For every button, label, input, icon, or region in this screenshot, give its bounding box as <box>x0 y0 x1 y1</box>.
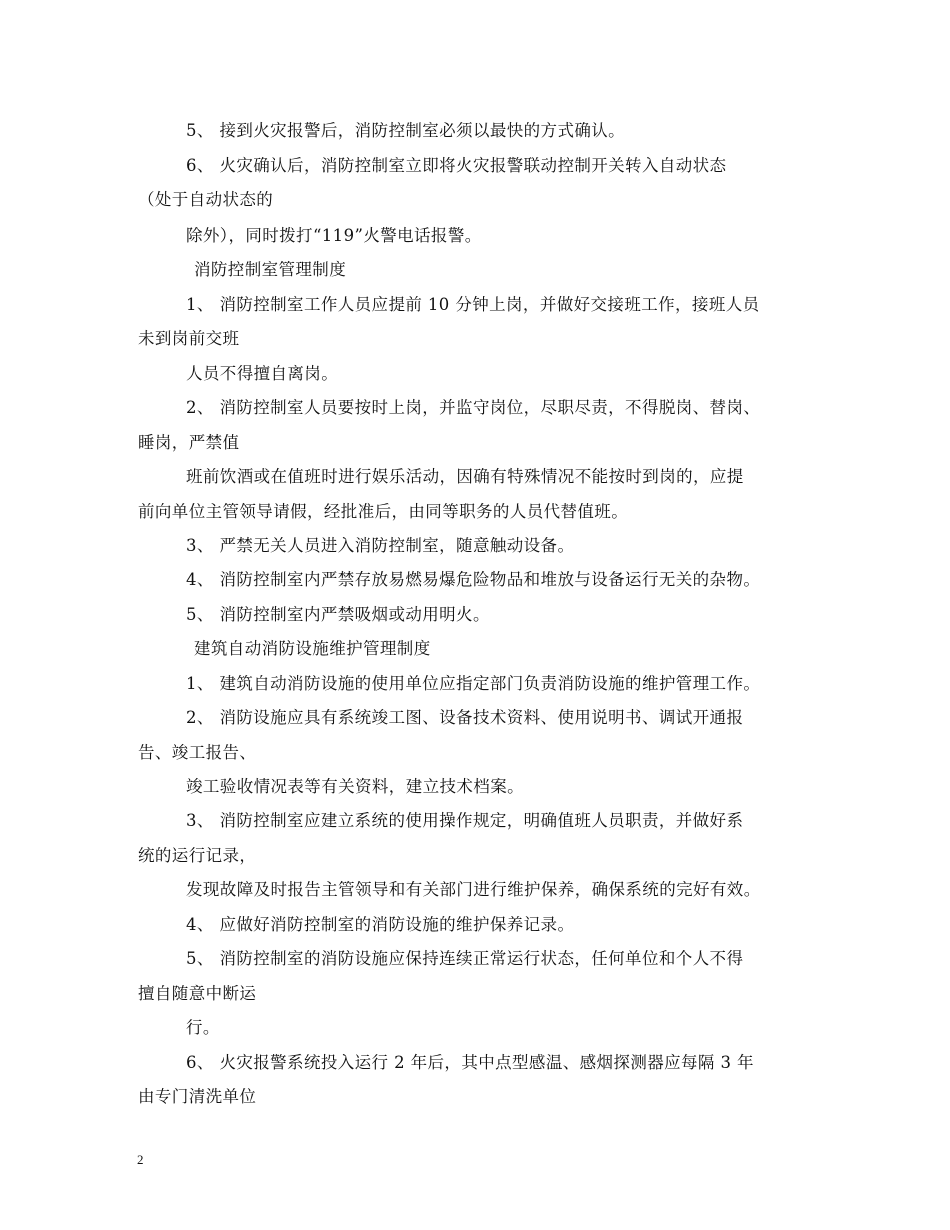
text-line: 6、 火灾确认后，消防控制室立即将火灾报警联动控制开关转入自动状态 <box>186 156 727 175</box>
text-line: 1、 建筑自动消防设施的使用单位应指定部门负责消防设施的维护管理工作。 <box>186 674 761 693</box>
text-line: 班前饮酒或在值班时进行娱乐活动，因确有特殊情况不能按时到岗的，应提 <box>186 467 744 486</box>
text-line: 2、 消防控制室人员要按时上岗，并监守岗位，尽职尽责，不得脱岗、替岗、 <box>186 398 761 417</box>
text-line: 5、 接到火灾报警后，消防控制室必须以最快的方式确认。 <box>186 121 626 140</box>
text-line: 除外），同时拨打“119”火警电话报警。 <box>186 226 482 245</box>
text-line: 睡岗，严禁值 <box>138 433 240 452</box>
section-heading: 建筑自动消防设施维护管理制度 <box>194 639 431 658</box>
text-line: （处于自动状态的 <box>138 190 274 209</box>
text-line: 由专门清洗单位 <box>138 1087 257 1106</box>
text-line: 告、竣工报告、 <box>138 743 257 762</box>
text-line: 1、 消防控制室工作人员应提前 10 分钟上岗，并做好交接班工作，接班人员 <box>186 295 760 314</box>
text-line: 4、 应做好消防控制室的消防设施的维护保养记录。 <box>186 915 575 934</box>
text-line: 未到岗前交班 <box>138 329 240 348</box>
section-heading: 消防控制室管理制度 <box>194 260 347 279</box>
text-line: 竣工验收情况表等有关资料，建立技术档案。 <box>186 777 524 796</box>
text-line: 6、 火灾报警系统投入运行 2 年后，其中点型感温、感烟探测器应每隔 3 年 <box>186 1053 754 1072</box>
text-line: 5、 消防控制室的消防设施应保持连续正常运行状态，任何单位和个人不得 <box>186 949 744 968</box>
text-line: 3、 严禁无关人员进入消防控制室，随意触动设备。 <box>186 536 575 555</box>
text-line: 发现故障及时报告主管领导和有关部门进行维护保养，确保系统的完好有效。 <box>186 880 761 899</box>
text-line: 5、 消防控制室内严禁吸烟或动用明火。 <box>186 605 490 624</box>
text-line: 行。 <box>186 1018 220 1037</box>
text-line: 擅自随意中断运 <box>138 984 257 1003</box>
text-line: 2、 消防设施应具有系统竣工图、设备技术资料、使用说明书、调试开通报 <box>186 708 744 727</box>
page-number: 2 <box>137 1152 144 1167</box>
text-line: 前向单位主管领导请假，经批准后，由同等职务的人员代替值班。 <box>138 502 629 521</box>
text-line: 人员不得擅自离岗。 <box>186 364 339 383</box>
text-line: 4、 消防控制室内严禁存放易燃易爆危险物品和堆放与设备运行无关的杂物。 <box>186 570 761 589</box>
text-line: 3、 消防控制室应建立系统的使用操作规定，明确值班人员职责，并做好系 <box>186 811 744 830</box>
text-line: 统的运行记录， <box>138 846 257 865</box>
